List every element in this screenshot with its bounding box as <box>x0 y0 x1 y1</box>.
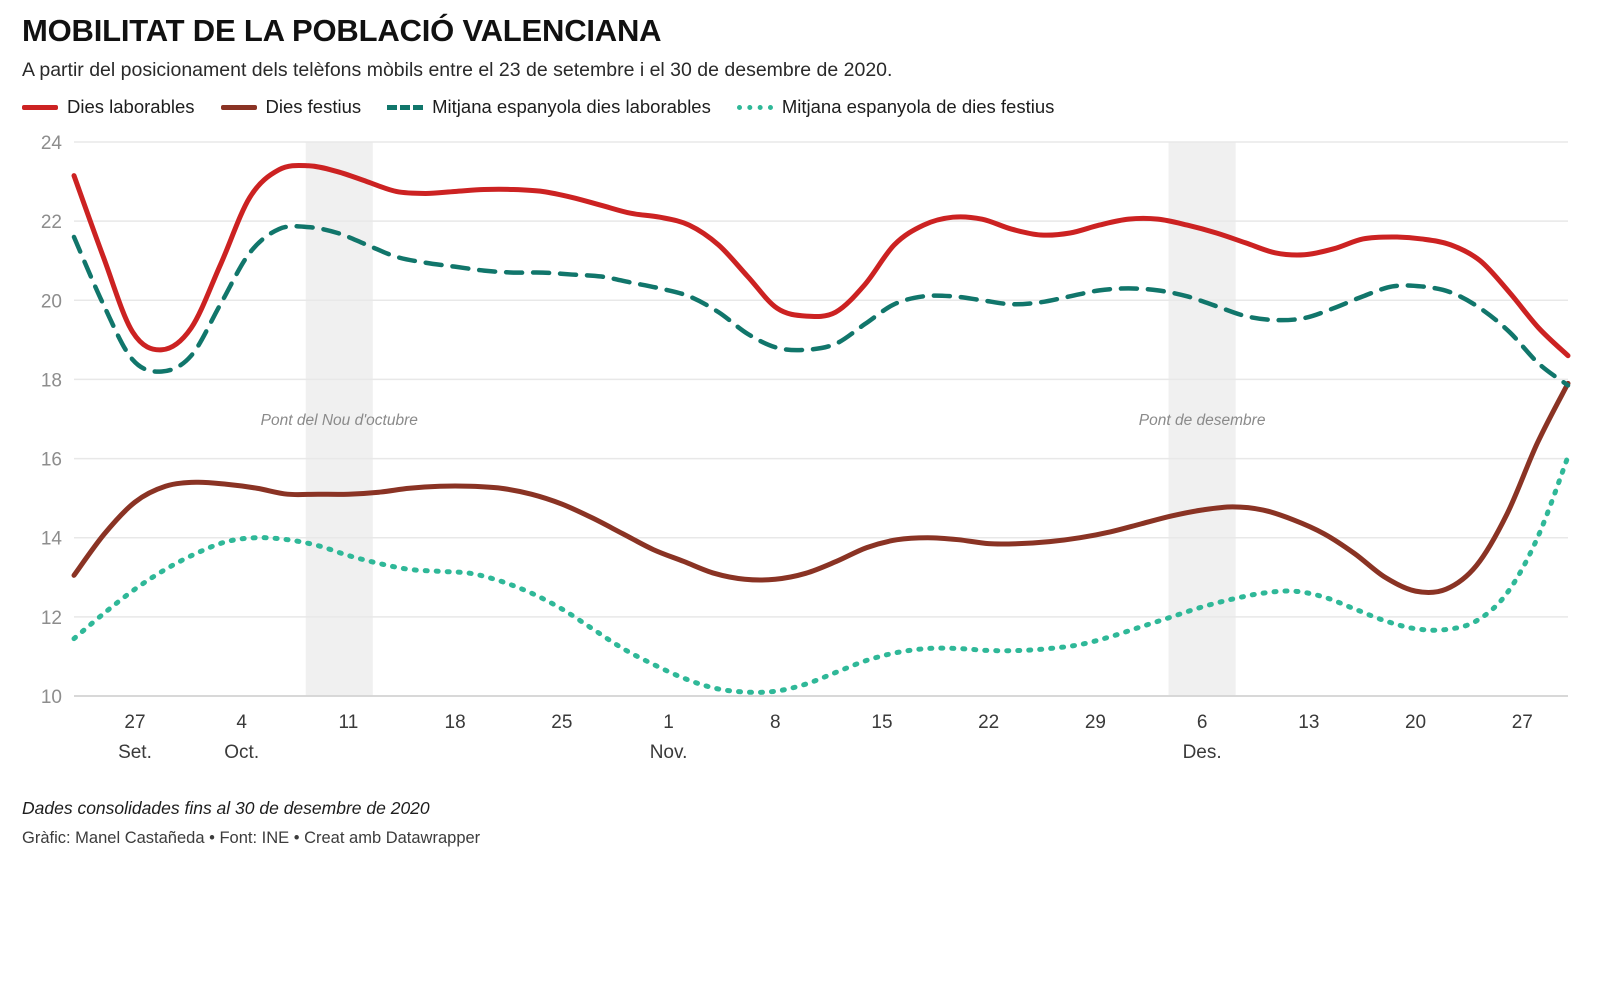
x-axis-tick-label: 27 <box>1511 712 1533 734</box>
band-label: Pont del Nou d'octubre <box>260 412 418 430</box>
x-axis-tick-label: 18 <box>444 712 466 734</box>
legend-item-mitjana-festius[interactable] <box>737 96 1055 118</box>
legend-label: Dies laborables <box>67 96 195 118</box>
chart-legend <box>22 96 1578 118</box>
x-axis-tick-label: 1 <box>663 712 674 734</box>
chart-footnote: Dades consolidades fins al 30 de desembre de 2020 <box>22 798 430 819</box>
legend-item-dies-festius[interactable] <box>221 96 362 118</box>
legend-swatch-solid-icon <box>22 105 58 110</box>
x-axis-tick-label: 4 <box>236 712 247 734</box>
legend-item-dies-laborables[interactable] <box>22 96 195 118</box>
x-axis-tick-label: 20 <box>1404 712 1427 734</box>
y-axis-tick-label: 10 <box>40 687 62 709</box>
y-axis-tick-label: 20 <box>40 291 62 313</box>
x-axis-tick-label: 25 <box>551 712 573 734</box>
x-axis-month-label: Oct. <box>224 742 260 764</box>
y-axis-tick-label: 22 <box>40 212 62 234</box>
series-line-0 <box>74 166 1568 356</box>
y-axis-tick-label: 14 <box>40 529 62 551</box>
series-line-3 <box>74 457 1568 693</box>
y-axis-tick-label: 18 <box>40 370 62 392</box>
chart-credit: Gràfic: Manel Castañeda • Font: INE • Creat amb Datawrapper <box>22 829 481 848</box>
x-axis-tick-label: 22 <box>978 712 1000 734</box>
series-line-2 <box>74 227 1568 386</box>
x-axis-tick-label: 27 <box>124 712 146 734</box>
y-axis-tick-label: 12 <box>40 608 62 630</box>
y-axis-tick-label: 16 <box>40 450 62 472</box>
x-axis-month-label: Nov. <box>649 742 688 764</box>
x-axis-month-label: Des. <box>1182 742 1222 764</box>
legend-item-mitjana-laborables[interactable] <box>387 96 711 118</box>
legend-label: Dies festius <box>265 96 362 118</box>
legend-label: Mitjana espanyola de dies festius <box>781 96 1055 118</box>
page-title: MOBILITAT DE LA POBLACIÓ VALENCIANA <box>22 13 662 48</box>
legend-label: Mitjana espanyola dies laborables <box>432 96 711 118</box>
x-axis-tick-label: 6 <box>1196 712 1208 734</box>
x-axis-month-label: Set. <box>118 742 152 764</box>
x-axis-tick-label: 11 <box>338 712 359 734</box>
x-axis-tick-label: 13 <box>1298 712 1320 734</box>
legend-swatch-solid-icon <box>221 105 257 110</box>
x-axis-tick-label: 15 <box>871 712 893 734</box>
chart-footer <box>22 798 1578 848</box>
band-label: Pont de desembre <box>1138 412 1266 430</box>
legend-swatch-dashed-icon <box>387 105 423 110</box>
y-axis-tick-label: 24 <box>40 133 62 155</box>
line-chart-svg <box>22 128 1578 788</box>
chart-subtitle: A partir del posicionament dels telèfons mòbils entre el 23 de setembre i el 30 de desembre de 2020. <box>22 59 893 82</box>
chart-plot-area <box>22 128 1578 788</box>
x-axis-tick-label: 8 <box>769 712 781 734</box>
legend-swatch-dotted-icon <box>737 105 773 110</box>
x-axis-tick-label: 29 <box>1084 712 1106 734</box>
